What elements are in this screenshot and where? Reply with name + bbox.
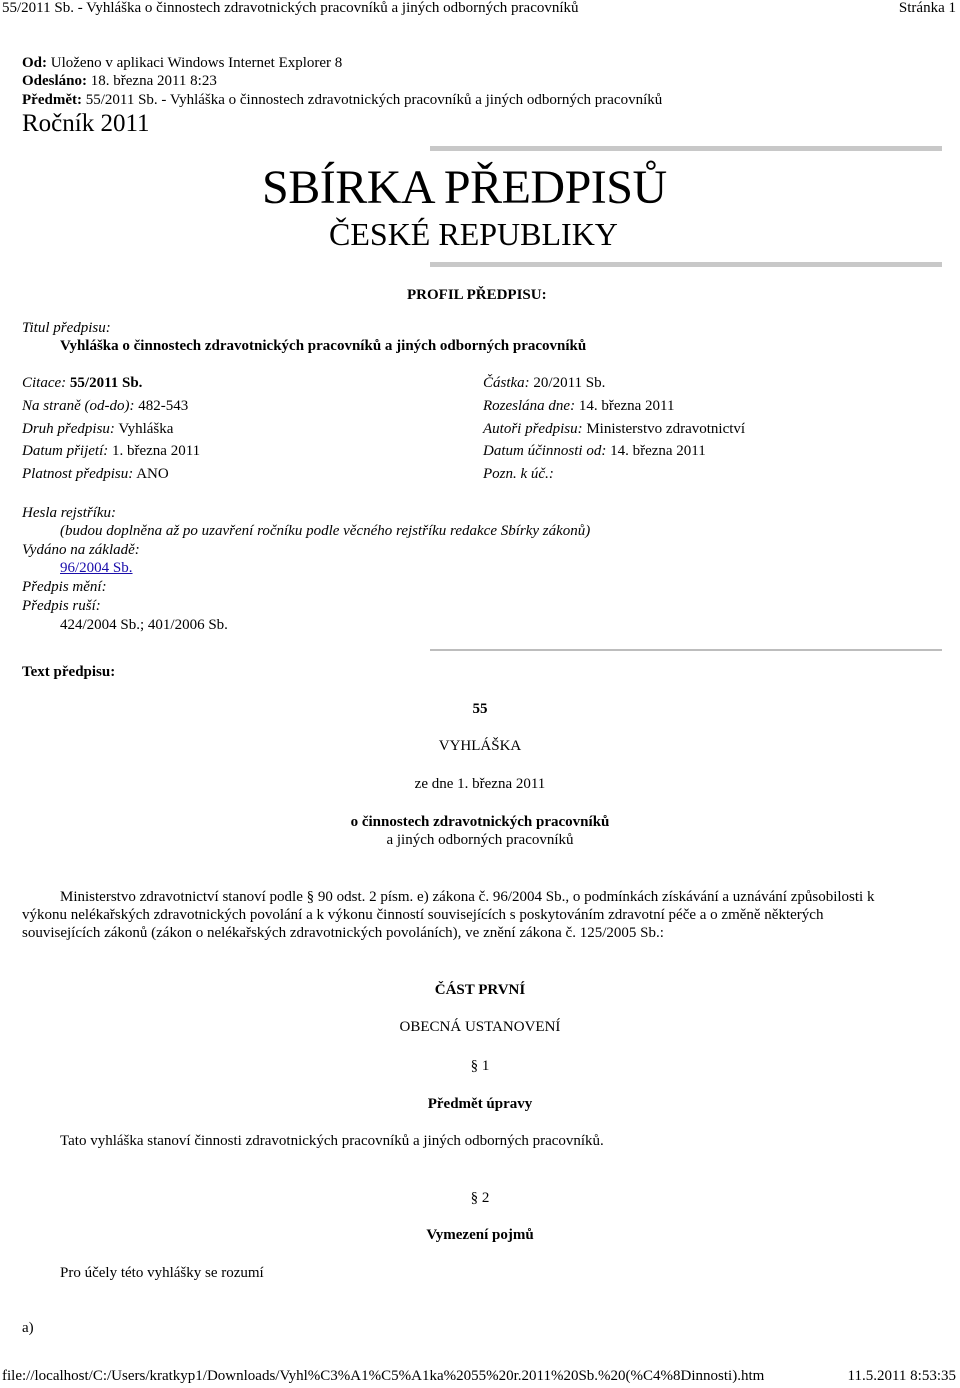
decree-subject-1: o činnostech zdravotnických pracovníků [350, 814, 610, 830]
repeals-value: 424/2004 Sb.; 401/2006 Sb. [60, 617, 228, 633]
email-sent-label: Odesláno: [22, 73, 88, 89]
decree-type: VYHLÁŠKA [438, 738, 522, 754]
email-subject-label: Předmět: [22, 92, 82, 108]
distributed-value: 14. března 2011 [578, 398, 675, 414]
email-sent [22, 73, 217, 90]
citation-value: 55/2011 Sb. [69, 375, 143, 391]
profile-title-value: Vyhláška o činnostech zdravotnických pracovníků a jiných odborných pracovníků [60, 338, 587, 354]
section-2-number: § 2 [470, 1190, 490, 1206]
preamble-line-3: souvisejících zákonů (zákon o nelékařských zdravotnických povoláních), ve znění zákona č. 125/2005 Sb.: [22, 925, 664, 941]
masthead-subtitle: ČESKÉ REPUBLIKY [329, 216, 618, 252]
profile-type [22, 421, 173, 438]
decree-subject-2: a jiných odborných pracovníků [386, 832, 574, 848]
adopted-label: Datum přijetí: [22, 443, 109, 459]
section-2-text: Pro účely této vyhlášky se rozumí [60, 1265, 264, 1281]
type-label: Druh předpisu: [22, 421, 115, 437]
print-header-page: Stránka 1 [898, 0, 956, 16]
issued-basis-label: Vydáno na základě: [22, 542, 140, 558]
masthead-title: SBÍRKA PŘEDPISŮ [262, 161, 667, 214]
masthead-rule-top [430, 146, 942, 151]
effective-value: 14. března 2011 [610, 443, 706, 459]
profile-pages [22, 398, 188, 415]
amends-label: Předpis mění: [22, 579, 107, 595]
profile-title-label: Titul předpisu: [22, 320, 111, 336]
profile-adopted [22, 443, 200, 460]
email-subject-value: 55/2011 Sb. - Vyhláška o činnostech zdravotnických pracovníků a jiných odborných pracovníků [85, 92, 663, 108]
authors-value: Ministerstvo zdravotnictví [586, 421, 746, 437]
preamble-line-1: Ministerstvo zdravotnictví stanoví podle § 90 odst. 2 písm. e) zákona č. 96/2004 Sb., o podmínkách získávání a uznávání způsobilosti k [60, 889, 875, 905]
issued-basis-link[interactable]: 96/2004 Sb. [60, 560, 133, 576]
part-title: ČÁST PRVNÍ [434, 982, 526, 998]
pages-value: 482-543 [138, 398, 189, 414]
print-footer-path: file://localhost/C:/Users/kratkyp1/Downloads/Vyhl%C3%A1%C5%A1ka%2055%20r.2011%20Sb.%20(%C4%8Dinnosti).htm [2, 1368, 765, 1384]
item-a: a) [22, 1320, 34, 1336]
decree-number: 55 [472, 701, 488, 717]
email-sent-value: 18. března 2011 8:23 [90, 73, 217, 89]
print-header-title: 55/2011 Sb. - Vyhláška o činnostech zdravotnických pracovníků a jiných odborných pracovníků [2, 0, 579, 16]
profile-distributed [483, 398, 675, 415]
email-from [22, 55, 342, 72]
part-value: 20/2011 Sb. [533, 375, 606, 391]
preamble-line-2: výkonu nelékařských zdravotnických povolání a k výkonu činností souvisejících s poskytováním zdravotní péče a o změně některých [22, 907, 824, 923]
email-from-label: Od: [22, 55, 48, 71]
volume-year: Ročník 2011 [22, 110, 150, 137]
section-1-number: § 1 [470, 1058, 490, 1074]
validity-value: ANO [136, 466, 169, 482]
profile-validity [22, 466, 169, 483]
part-subtitle: OBECNÁ USTANOVENÍ [399, 1019, 561, 1035]
citation-label: Citace: [22, 375, 67, 391]
profile-note-label: Pozn. k úč.: [483, 466, 554, 482]
email-subject [22, 92, 662, 109]
section-2-title: Vymezení pojmů [426, 1227, 534, 1243]
decree-date: ze dne 1. března 2011 [414, 776, 546, 792]
type-value: Vyhláška [118, 421, 174, 437]
validity-label: Platnost předpisu: [22, 466, 134, 482]
text-divider [430, 649, 942, 651]
distributed-label: Rozeslána dne: [483, 398, 576, 414]
keywords-label: Hesla rejstříku: [22, 505, 117, 521]
effective-label: Datum účinnosti od: [483, 443, 607, 459]
section-1-title: Předmět úpravy [427, 1096, 533, 1112]
masthead-rule-bottom [430, 262, 942, 267]
email-from-value: Uloženo v aplikaci Windows Internet Explorer 8 [50, 55, 343, 71]
adopted-value: 1. března 2011 [112, 443, 201, 459]
part-label: Částka: [483, 375, 530, 391]
authors-label: Autoři předpisu: [483, 421, 583, 437]
profile-effective [483, 443, 706, 460]
keywords-value: (budou doplněna až po uzavření ročníku podle věcného rejstříku redakce Sbírky zákonů) [60, 523, 591, 539]
print-footer-timestamp: 11.5.2011 8:53:35 [847, 1368, 956, 1384]
profile-citation [22, 375, 142, 392]
profile-authors [483, 421, 745, 438]
section-1-text: Tato vyhláška stanoví činnosti zdravotnických pracovníků a jiných odborných pracovníků. [60, 1133, 604, 1149]
repeals-label: Předpis ruší: [22, 598, 101, 614]
text-heading: Text předpisu: [22, 664, 116, 680]
pages-label: Na straně (od-do): [22, 398, 135, 414]
profile-part [483, 375, 605, 392]
profile-heading: PROFIL PŘEDPISU: [407, 287, 547, 303]
